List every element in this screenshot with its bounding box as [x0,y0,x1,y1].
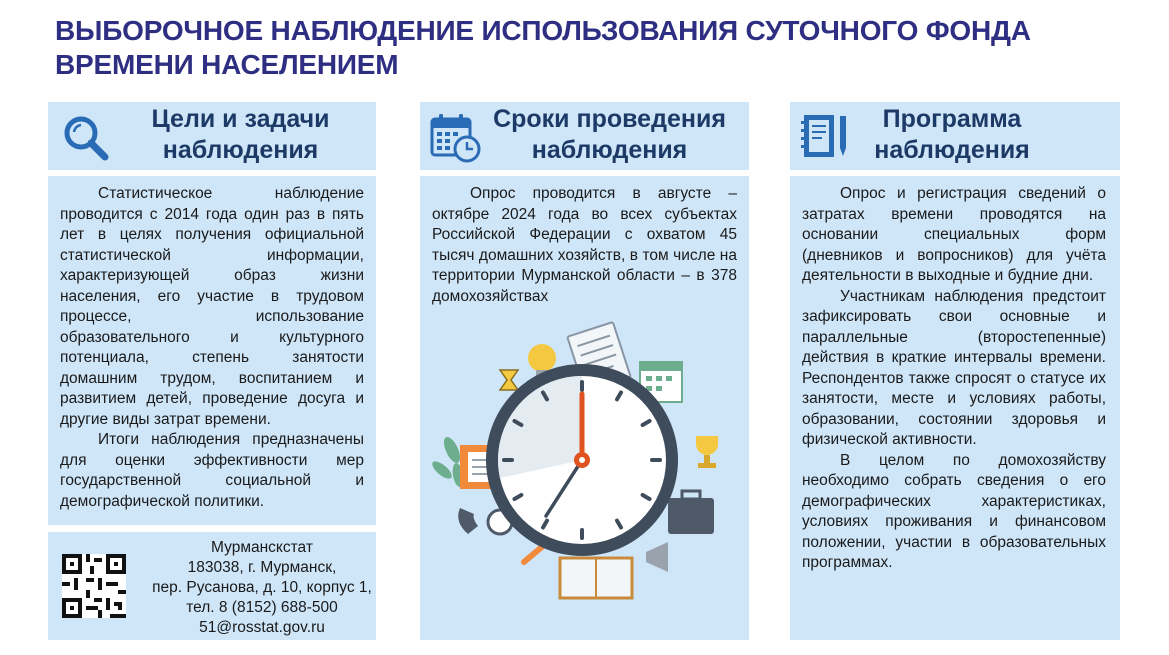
contact-email[interactable]: 51@rosstat.gov.ru [199,619,325,636]
goals-heading-line-1: Цели и задачи [151,105,330,133]
program-paragraph-1: Опрос и регистрация сведений о затратах времени проводятся на основании специальных форм (дневников и вопросников) для учёта деятельности в выходные и будние дни. [802,185,1106,284]
program-paragraph-3: В целом по домохозяйству необходимо собрать сведения о его демографических характеристиках, условиях проживания и финансовом положении, участии в образовательных программах. [802,451,1106,571]
timing-heading [472,104,747,166]
goals-panel-header [48,102,376,170]
title-line-2: ВРЕМЕНИ НАСЕЛЕНИЕМ [55,49,399,80]
trophy-icon [696,436,718,468]
timing-panel-header [420,102,749,170]
page-title [55,14,1145,82]
goals-panel-body [48,176,376,525]
timing-heading-line-1: Сроки проведения [493,105,726,133]
qr-code-icon[interactable] [62,554,126,618]
goals-heading-line-2: наблюдения [162,136,319,164]
goals-paragraph-2: Итоги наблюдения предназначены для оценки эффективности мер государственной социальной и демографической политики. [60,431,364,510]
timing-text [432,184,737,307]
contact-phone[interactable]: тел. 8 (8152) 688-500 [186,599,338,616]
plant-icon [430,435,465,488]
program-text [802,184,1106,574]
goals-paragraph-1: Статистическое наблюдение проводится с 2014 года один раз в пять лет в целях получения официальной статистической информации, характеризующей образ жизни населения, его участие в трудовом процессе, использование образовательного и культурного потенциала, степень занятости домашним трудом, воспитанием и развитием детей, проведение досуга и другие виды затрат времени. [60,185,364,428]
briefcase-icon [668,491,714,534]
contact-address-line-2: пер. Русанова, д. 10, корпус 1, [152,579,372,596]
megaphone-icon [646,542,668,572]
goals-text [60,184,364,512]
clock-icon [486,364,678,556]
contact-address-line-1: 183038, г. Мурманск, [187,559,337,576]
timing-paragraph-1: Опрос проводится в августе – октябре 2024 года во всех субъектах Российской Федерации с охватом 45 тысяч домашних хозяйств, в том числе на территории Мурманской области – в 378 домохозяйствах [432,185,737,305]
program-heading-line-2: наблюдения [874,136,1030,164]
contact-org: Мурманскстат [211,539,313,556]
contact-details [134,538,390,638]
timing-heading-line-2: наблюдения [531,136,688,164]
book-icon [560,558,632,598]
program-panel-body [790,176,1120,640]
contact-card [48,532,376,640]
program-panel-header [790,102,1120,170]
hourglass-icon [500,370,518,390]
clock-illustration [420,300,749,640]
magnifier-icon [60,112,112,164]
goals-heading [108,104,373,166]
program-heading-line-1: Программа [882,105,1022,133]
title-line-1: ВЫБОРОЧНОЕ НАБЛЮДЕНИЕ ИСПОЛЬЗОВАНИЯ СУТОЧНОГО ФОНДА [55,15,1031,46]
program-paragraph-2: Участникам наблюдения предстоит зафиксировать свои основные и параллельные (второстепенные) действия в краткие интервалы времени. Респондентов также спросят о статусе их занятости, месте и условиях работы, образовании, состоянии здоровья и физической активности. [802,287,1106,448]
timing-panel-body [420,176,749,640]
program-heading [838,104,1066,166]
